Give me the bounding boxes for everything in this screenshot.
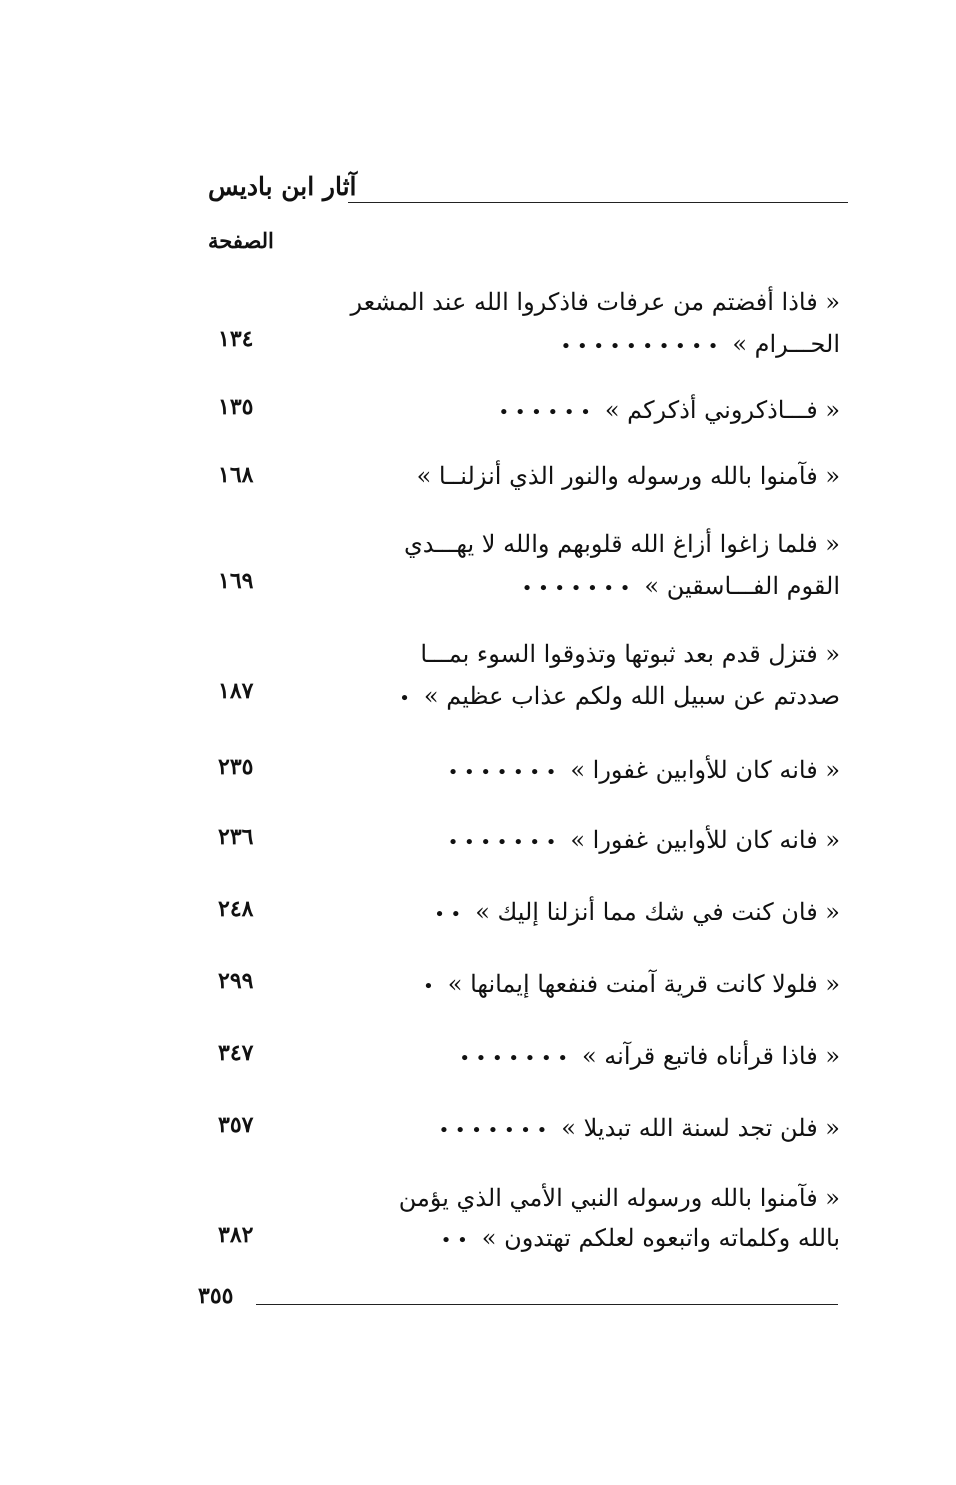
entry-line-text: « فانه كان للأوابين غفورا »	[570, 826, 840, 854]
footer-rule	[256, 1304, 838, 1305]
entry-line-text: « فـــاذكروني أذكركم »	[604, 396, 840, 424]
leader-dots: • • • • • •	[498, 402, 591, 423]
entry-line	[410, 330, 840, 358]
index-entry	[200, 462, 850, 502]
entry-page-number: ٢٣٦	[218, 824, 254, 850]
entry-line	[410, 572, 840, 600]
leader-dots: • • • • • • •	[521, 578, 631, 599]
page-column-header: الصفحة	[208, 228, 274, 253]
entry-line	[399, 682, 840, 710]
entry-page-number: ١٣٥	[218, 394, 254, 420]
entry-line	[410, 970, 840, 998]
leader-dots: • •	[434, 904, 462, 925]
page-footer	[198, 1283, 838, 1313]
leader-dots: • • • • • • •	[438, 1120, 548, 1141]
entry-line: « فتزل قدم بعد ثبوتها وتذوقوا السوء بمـــا	[420, 640, 840, 668]
page-number: ٣٥٥	[198, 1283, 234, 1309]
entry-line	[410, 396, 840, 424]
entry-line-text: « فانه كان للأوابين غفورا »	[570, 756, 840, 784]
entry-line	[410, 1224, 840, 1252]
leader-dots: • • • • • • •	[447, 832, 557, 853]
index-entry	[200, 396, 850, 436]
leader-dots: • •	[440, 1230, 468, 1251]
entry-page-number: ٢٩٩	[218, 968, 254, 994]
entry-line-text: الحـــرام »	[732, 330, 840, 358]
entry-line: « فآمنوا بالله ورسوله النبي الأمي الذي يؤمن	[398, 1184, 840, 1212]
index-entry	[200, 1042, 850, 1082]
entry-page-number: ١٦٨	[218, 462, 254, 488]
index-entry	[200, 970, 850, 1010]
entry-line-text: صددتم عن سبيل الله ولكم عذاب عظيم »	[423, 682, 840, 710]
entry-line-text: القوم الفـــاسقين »	[644, 572, 840, 600]
entry-line-text: « فلولا كانت قرية آمنت فنفعها إيمانها »	[447, 970, 840, 998]
header-rule	[348, 202, 848, 203]
entry-page-number: ١٣٤	[218, 326, 254, 352]
leader-dots: • • • • • • •	[459, 1048, 568, 1069]
index-entry	[200, 1114, 850, 1154]
entry-line-text: بالله وكلماته واتبعوه لعلكم تهتدون »	[481, 1224, 840, 1252]
entry-line-text: « فآمنوا بالله ورسوله والنور الذي أنزلنــا »	[416, 462, 840, 490]
entry-page-number: ١٨٧	[218, 678, 254, 704]
leader-dots: • • • • • • • • • •	[560, 336, 719, 357]
index-entry	[200, 530, 850, 610]
entry-line	[410, 756, 840, 784]
index-entry	[200, 826, 850, 866]
entry-line	[410, 826, 840, 854]
entry-page-number: ٢٤٨	[218, 896, 254, 922]
entry-line: « فلما زاغوا أزاغ الله قلوبهم والله لا يهـــدي	[403, 530, 840, 558]
index-entry	[200, 288, 850, 368]
leader-dots: •	[399, 688, 410, 709]
entry-page-number: ٢٣٥	[218, 754, 254, 780]
index-entry	[200, 898, 850, 938]
index-entry	[200, 756, 850, 796]
entry-page-number: ٣٨٢	[218, 1222, 254, 1248]
leader-dots: •	[423, 976, 434, 997]
entry-line	[410, 462, 840, 490]
book-title: آثار ابن باديس	[208, 172, 357, 201]
entry-line	[410, 898, 840, 926]
entry-line-text: « فلن تجد لسنة الله تبديلا »	[561, 1114, 840, 1142]
entry-line	[410, 1114, 840, 1142]
entry-page-number: ٣٥٧	[218, 1112, 254, 1138]
running-head	[208, 172, 848, 212]
entry-line-text: « فاذا قرأناه فاتبع قرآنه »	[581, 1042, 840, 1070]
entry-page-number: ١٦٩	[218, 568, 254, 594]
leader-dots: • • • • • • •	[447, 762, 557, 783]
entry-line: « فاذا أفضتم من عرفات فاذكروا الله عند المشعر	[350, 288, 840, 316]
entry-page-number: ٣٤٧	[218, 1040, 254, 1066]
leader-dots	[403, 468, 417, 489]
entry-line	[410, 1042, 840, 1070]
index-entry	[200, 640, 850, 720]
entry-line-text: « فان كنت في شك مما أنزلنا إليك »	[475, 898, 840, 926]
index-entry	[200, 1184, 850, 1264]
